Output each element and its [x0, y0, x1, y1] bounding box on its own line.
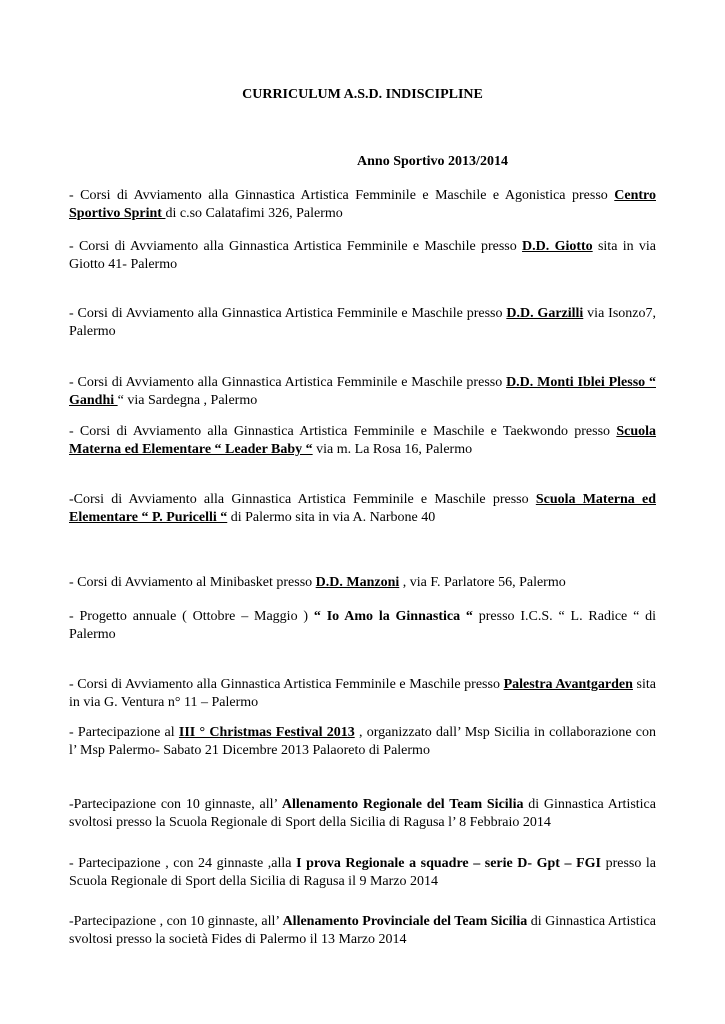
entry-venue: D.D. Monti Iblei Plesso “ Gandhi	[69, 375, 656, 408]
entry-highlight: I prova Regionale a squadre – serie D- Gpt – FGI	[296, 856, 601, 871]
entry-palestra-avantgarden	[69, 676, 656, 712]
entry-text: di Palermo sita in via A. Narbone 40	[227, 510, 436, 525]
entry-venue: Scuola Materna ed Elementare “ Leader Baby “	[69, 424, 656, 457]
entry-text: - Corsi di Avviamento alla Ginnastica Artistica Femminile e Maschile presso	[69, 375, 507, 390]
entry-highlight: Allenamento Regionale del Team Sicilia	[281, 797, 524, 812]
entry-text: - Partecipazione , con 24 ginnaste ,alla	[69, 856, 297, 871]
entry-dd-monti-iblei	[69, 374, 656, 410]
entry-text: di Ginnastica Artistica svoltosi presso la società Fides di Palermo il 13 Marzo 2014	[69, 914, 656, 947]
entry-venue: Centro Sportivo Sprint	[69, 188, 656, 221]
entry-text: via m. La Rosa 16, Palermo	[312, 442, 473, 457]
entry-text: - Corsi di Avviamento alla Ginnastica Artistica Femminile e Maschile presso	[69, 306, 507, 321]
entry-venue: Scuola Materna ed Elementare “ P. Puricelli “	[69, 492, 657, 525]
entry-venue: D.D. Garzilli	[506, 306, 584, 321]
entry-text: -Corsi di Avviamento alla Ginnastica Artistica Femminile e Maschile presso	[69, 492, 536, 507]
entry-text: via Isonzo7, Palermo	[69, 306, 656, 339]
entry-text: -Partecipazione , con 10 ginnaste, all’	[69, 914, 283, 929]
entry-dd-garzilli	[69, 305, 656, 341]
entry-text: -Partecipazione con 10 ginnaste, all’	[69, 797, 282, 812]
entry-allenamento-regionale	[69, 796, 656, 832]
entry-prova-regionale	[69, 855, 656, 891]
entry-text: , via F. Parlatore 56, Palermo	[399, 575, 566, 590]
entry-p-puricelli	[69, 491, 656, 527]
entry-leader-baby	[69, 423, 656, 459]
entry-text: - Partecipazione al	[69, 725, 179, 740]
entry-text: di Ginnastica Artistica svoltosi presso la Scuola Regionale di Sport della Sicilia di Ragusa l’ 8 Febbraio 2014	[69, 797, 656, 830]
entry-text: di c.so Calatafimi 326, Palermo	[165, 206, 343, 221]
entry-io-amo-la-ginnastica	[69, 608, 656, 644]
entry-text: , organizzato dall’ Msp Sicilia in collaborazione con l’ Msp Palermo- Sabato 21 Dicembre 2013 Palaoreto di Palermo	[69, 725, 656, 758]
entry-text: presso I.C.S. “ L. Radice “ di Palermo	[69, 609, 657, 642]
entry-highlight: Allenamento Provinciale del Team Sicilia	[282, 914, 528, 929]
entry-text: - Progetto annuale ( Ottobre – Maggio )	[69, 609, 314, 624]
entry-venue: D.D. Giotto	[522, 239, 593, 254]
entry-dd-manzoni	[69, 574, 656, 592]
entry-christmas-festival	[69, 724, 656, 760]
entry-text: - Corsi di Avviamento alla Ginnastica Artistica Femminile e Maschile e Taekwondo presso	[69, 424, 617, 439]
entry-text: - Corsi di Avviamento alla Ginnastica Artistica Femminile e Maschile presso	[69, 239, 523, 254]
entry-text: “ via Sardegna , Palermo	[117, 393, 258, 408]
entry-text: sita in via G. Ventura n° 11 – Palermo	[69, 677, 656, 710]
entry-text: presso la Scuola Regionale di Sport della Sicilia di Ragusa il 9 Marzo 2014	[69, 856, 657, 889]
entry-text: - Corsi di Avviamento alla Ginnastica Artistica Femminile e Maschile e Agonistica presso	[69, 188, 615, 203]
entry-highlight: “ Io Amo la Ginnastica “	[313, 609, 473, 624]
entry-venue: D.D. Manzoni	[315, 575, 400, 590]
entry-venue: Palestra Avantgarden	[503, 677, 633, 692]
entry-text: sita in via Giotto 41- Palermo	[69, 239, 657, 272]
entry-venue: III ° Christmas Festival 2013	[178, 725, 355, 740]
entry-text: - Corsi di Avviamento al Minibasket presso	[69, 575, 316, 590]
entry-text: - Corsi di Avviamento alla Ginnastica Artistica Femminile e Maschile presso	[69, 677, 504, 692]
entry-allenamento-provinciale	[69, 913, 656, 949]
entry-dd-giotto	[69, 238, 656, 274]
season-heading: Anno Sportivo 2013/2014	[357, 154, 508, 169]
entry-centro-sportivo-sprint	[69, 187, 656, 223]
document-title: CURRICULUM A.S.D. INDISCIPLINE	[242, 87, 483, 102]
